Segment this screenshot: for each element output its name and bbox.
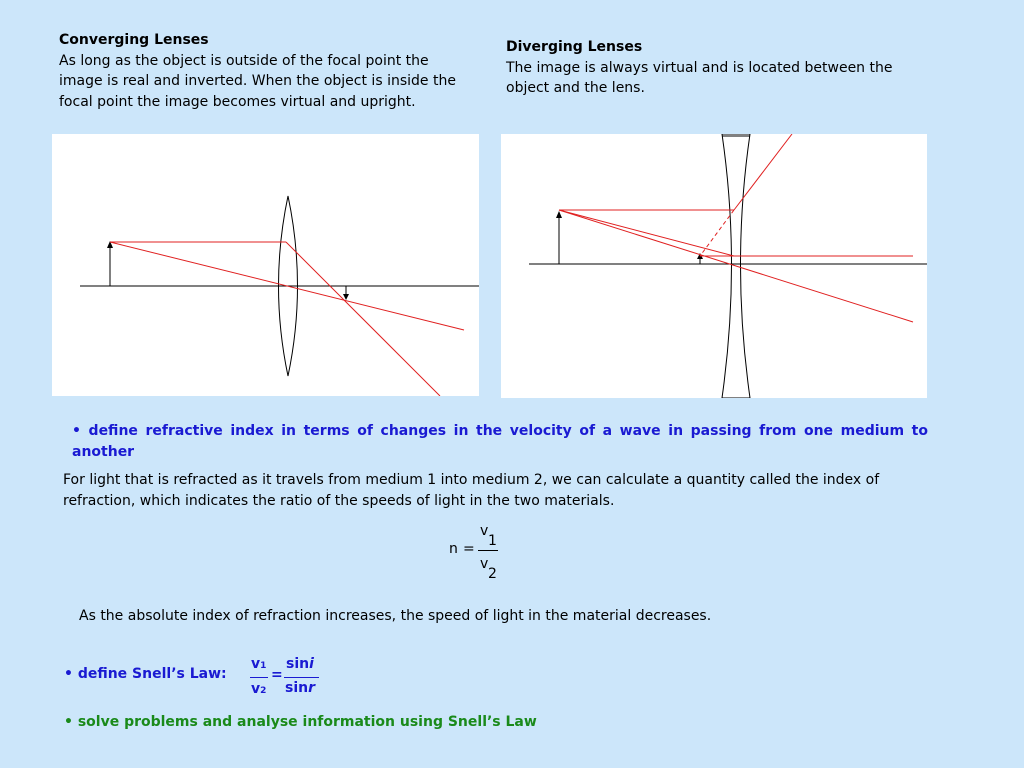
formula-equals: = xyxy=(463,541,475,557)
converging-lenses-text: As long as the object is outside of the focal point the image is real and inverted. When the object is inside the focal point the image becomes virtual and upright. xyxy=(59,52,456,110)
refractive-index-objective: • define refractive index in terms of changes in the velocity of a wave in passing from one medium to another xyxy=(72,423,928,460)
formula-fraction-bar xyxy=(478,550,498,551)
formula-numerator-subscript: 1 xyxy=(488,533,497,549)
converging-lens-svg xyxy=(52,134,479,396)
snell-equals: = xyxy=(271,667,283,683)
diverging-lenses-text: The image is always virtual and is located between the object and the lens. xyxy=(506,59,893,96)
diverging-lenses-section xyxy=(506,37,916,99)
image-arrow-head xyxy=(343,294,349,300)
snell-right-fraction-bar xyxy=(284,677,319,678)
diverged-ray xyxy=(734,134,792,210)
ray-toward-focus xyxy=(559,210,734,256)
snell-v2: v2 xyxy=(251,681,267,697)
formula-denominator-v: v xyxy=(480,556,489,572)
diverging-lenses-heading: Diverging Lenses xyxy=(506,39,643,55)
converging-lenses-heading: Converging Lenses xyxy=(59,32,209,48)
snells-law-label: • define Snell’s Law: xyxy=(64,666,227,682)
refractive-index-conclusion: As the absolute index of refraction increases, the speed of light in the material decreases. xyxy=(79,608,712,624)
formula-denominator-subscript: 2 xyxy=(488,566,497,582)
virtual-extension xyxy=(700,210,734,256)
diverging-lens-diagram xyxy=(501,134,927,398)
snell-sin-r: sinr xyxy=(285,680,316,696)
snell-left-fraction-bar xyxy=(250,677,268,678)
converging-lens-diagram xyxy=(52,134,479,396)
refractive-index-explanation: For light that is refracted as it travels from medium 1 into medium 2, we can calculate a quantity called the index of refraction, which indicates the ratio of the speeds of light in the two materials. xyxy=(63,472,880,509)
ray-through-centre xyxy=(559,210,913,322)
diverging-lens-svg xyxy=(501,134,927,398)
refracted-ray-through-focus xyxy=(286,242,440,396)
snell-v1: v1 xyxy=(251,656,267,672)
converging-lenses-section xyxy=(59,30,469,112)
formula-numerator-v: v xyxy=(480,523,489,539)
formula-n: n xyxy=(449,541,458,557)
snell-sin-i: sini xyxy=(286,656,314,672)
object-arrow-head xyxy=(556,211,562,218)
snells-law-problems-objective: • solve problems and analyse information using Snell’s Law xyxy=(64,714,537,730)
